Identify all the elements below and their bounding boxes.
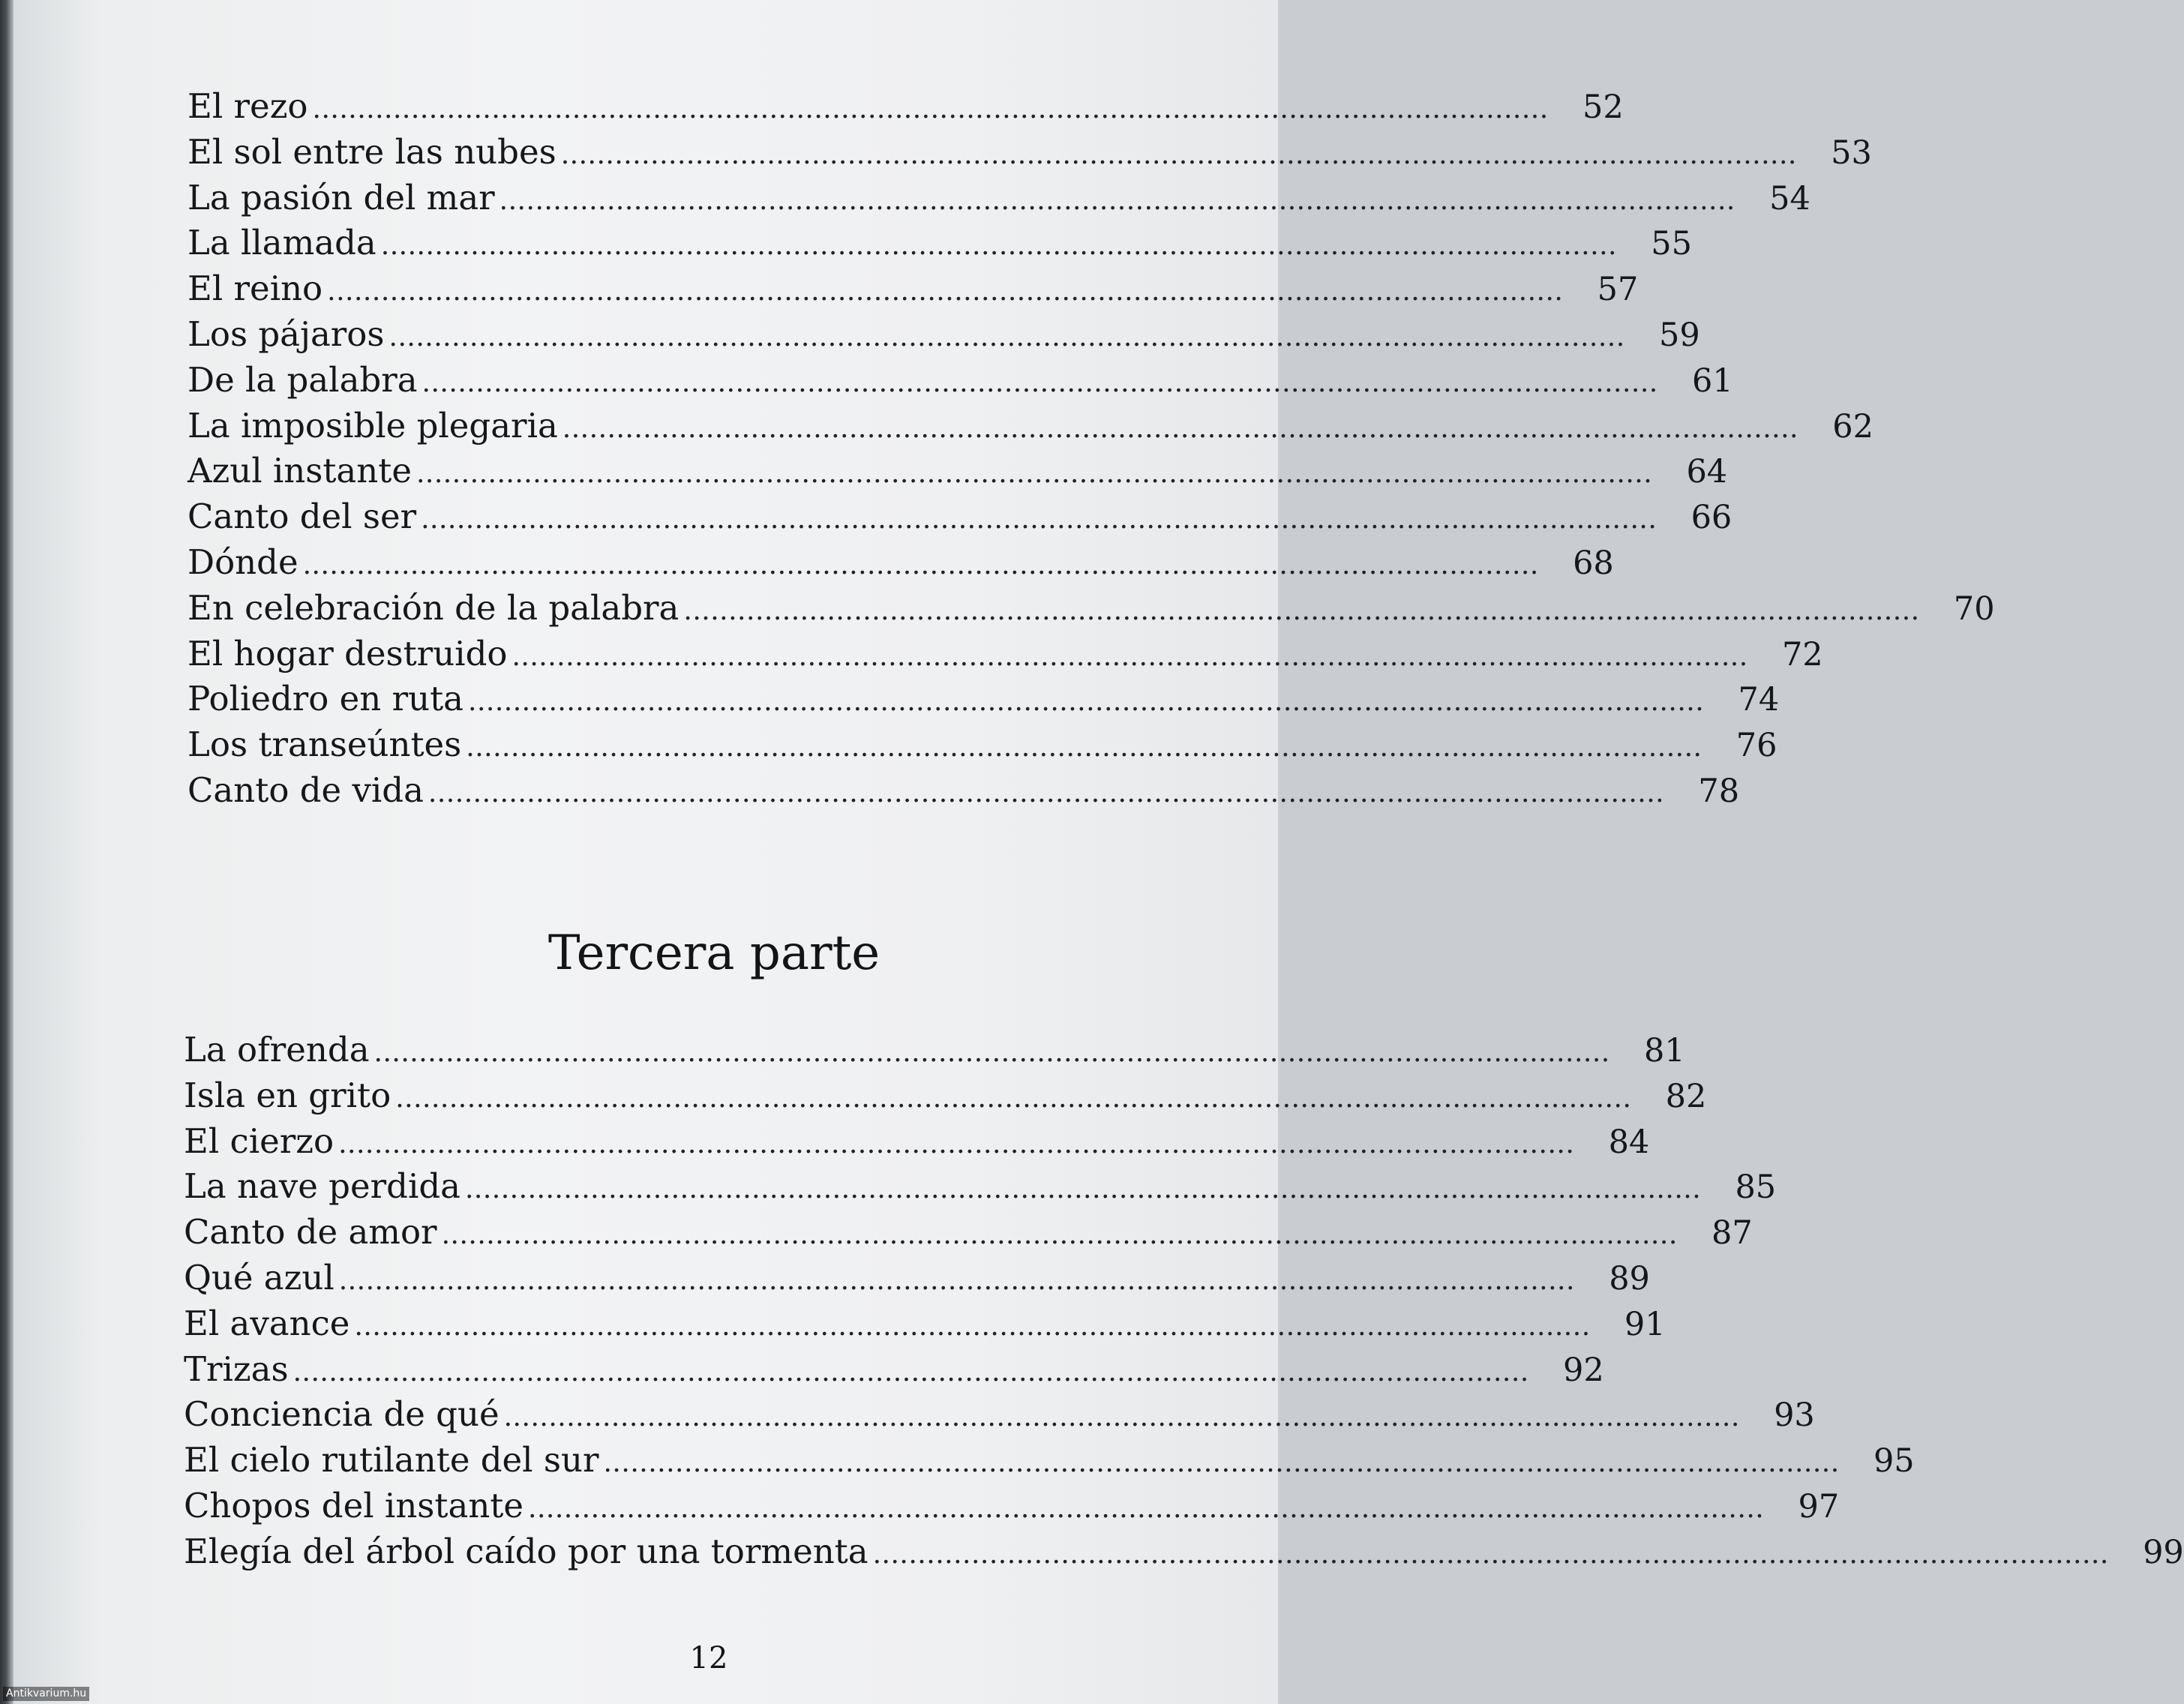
toc-title: Los transeúntes: [188, 724, 462, 765]
toc-title: El hogar destruido: [188, 633, 508, 674]
toc-page-number: 53: [1831, 134, 1872, 172]
toc-page-number: 81: [1644, 1032, 1685, 1070]
toc-page-number: 99: [2143, 1533, 2184, 1571]
toc-row: [188, 358, 1733, 404]
toc-page-number: 74: [1738, 681, 1780, 719]
toc-title: El cielo rutilante del sur: [184, 1440, 599, 1480]
toc-title: Elegía del árbol caído por una tormenta: [184, 1531, 868, 1571]
toc-title: La nave perdida: [184, 1166, 460, 1207]
toc-page-number: 62: [1832, 407, 1874, 446]
toc-title: Qué azul: [184, 1257, 334, 1298]
toc-title: El rezo: [188, 86, 308, 126]
toc-row: [188, 220, 1692, 266]
page-number: 12: [689, 1641, 728, 1676]
toc-page-number: 84: [1608, 1123, 1650, 1161]
toc-title: La llamada: [188, 223, 376, 263]
toc-leader-dots: ..........................................................................................................................................: [422, 367, 1658, 398]
toc-title: La pasión del mar: [188, 177, 495, 218]
toc-row: [188, 768, 1740, 814]
toc-page-number: 89: [1609, 1259, 1650, 1298]
toc-title: Canto de vida: [188, 770, 424, 810]
toc-title: Dónde: [188, 542, 298, 582]
toc-leader-dots: ..........................................................................................................................................: [512, 640, 1748, 672]
toc-page-number: 97: [1798, 1487, 1840, 1526]
toc-leader-dots: ..........................................................................................................................................: [872, 1538, 2109, 1570]
toc-row: [188, 312, 1700, 358]
toc-row: [188, 130, 1872, 176]
toc-row: [184, 1301, 1666, 1347]
toc-leader-dots: ..........................................................................................................................................: [395, 1082, 1632, 1114]
toc-leader-dots: ..........................................................................................................................................: [562, 412, 1798, 444]
toc-page-number: 91: [1624, 1305, 1666, 1343]
toc-title: Conciencia de qué: [184, 1394, 500, 1435]
toc-row: [188, 494, 1732, 540]
toc-page-number: 66: [1690, 499, 1732, 537]
toc-title: De la palabra: [188, 359, 418, 400]
toc-list-third-part: [184, 1028, 2184, 1575]
toc-list-upper: [188, 84, 1995, 814]
toc-page-number: 55: [1651, 225, 1692, 263]
toc-row: [188, 448, 1728, 494]
toc-row: [188, 586, 1995, 632]
toc-leader-dots: ..........................................................................................................................................: [327, 276, 1564, 308]
toc-page-number: 92: [1563, 1351, 1604, 1389]
toc-page-number: 78: [1698, 772, 1740, 810]
toc-leader-dots: ..........................................................................................................................................: [499, 184, 1736, 216]
toc-title: El reino: [188, 268, 323, 309]
toc-leader-dots: ..........................................................................................................................................: [380, 230, 1617, 262]
toc-leader-dots: ..........................................................................................................................................: [466, 732, 1702, 764]
toc-page-number: 70: [1953, 590, 1995, 628]
toc-row: [188, 266, 1639, 312]
toc-page-number: 85: [1735, 1168, 1777, 1207]
toc-title: Azul instante: [188, 451, 412, 491]
toc-row: [188, 540, 1614, 586]
toc-leader-dots: ..........................................................................................................................................: [338, 1128, 1575, 1160]
toc-row: [184, 1392, 1815, 1438]
toc-page-number: 93: [1774, 1396, 1815, 1435]
toc-row: [188, 722, 1778, 768]
toc-title: Isla en grito: [184, 1075, 392, 1115]
toc-leader-dots: ..........................................................................................................................................: [464, 1174, 1702, 1205]
toc-leader-dots: ..........................................................................................................................................: [292, 1356, 1529, 1388]
watermark: Antikvarium.hu: [3, 1687, 89, 1701]
toc-row: [188, 632, 1823, 677]
toc-row: [184, 1073, 1707, 1119]
toc-page-number: 76: [1736, 727, 1778, 765]
toc-page-number: 57: [1597, 271, 1639, 309]
toc-row: [184, 1256, 1650, 1301]
toc-row: [188, 84, 1624, 130]
toc-row: [184, 1529, 2184, 1575]
toc-leader-dots: ..........................................................................................................................................: [560, 139, 1797, 170]
toc-page-number: 59: [1658, 316, 1700, 354]
toc-row: [184, 1347, 1604, 1393]
toc-row: [184, 1484, 1840, 1529]
toc-row: [188, 176, 1810, 221]
toc-leader-dots: ..........................................................................................................................................: [338, 1264, 1575, 1296]
toc-title: Poliedro en ruta: [188, 679, 464, 719]
toc-leader-dots: ..........................................................................................................................................: [683, 595, 1920, 626]
toc-page-number: 61: [1692, 362, 1733, 400]
toc-leader-dots: ..........................................................................................................................................: [312, 94, 1549, 124]
toc-leader-dots: ..........................................................................................................................................: [421, 504, 1658, 536]
toc-page-number: 95: [1873, 1442, 1915, 1480]
toc-page-number: 87: [1712, 1214, 1753, 1252]
toc-leader-dots: ..........................................................................................................................................: [441, 1220, 1678, 1251]
toc-leader-dots: ..........................................................................................................................................: [388, 321, 1625, 352]
toc-page-number: 54: [1769, 179, 1810, 218]
toc-row: [184, 1119, 1650, 1165]
toc-title: Canto del ser: [188, 496, 417, 537]
toc-title: El cierzo: [184, 1120, 334, 1161]
toc-title: Canto de amor: [184, 1212, 437, 1252]
toc-row: [184, 1438, 1915, 1484]
toc-leader-dots: ..........................................................................................................................................: [528, 1492, 1765, 1524]
toc-page-number: 82: [1665, 1077, 1707, 1115]
toc-title: El avance: [184, 1303, 350, 1343]
toc-leader-dots: ..........................................................................................................................................: [503, 1402, 1740, 1433]
binding-edge: [0, 0, 14, 1704]
toc-title: Chopos del instante: [184, 1485, 524, 1526]
toc-title: En celebración de la palabra: [188, 587, 680, 628]
toc-leader-dots: ..........................................................................................................................................: [603, 1448, 1840, 1479]
toc-row: [184, 1164, 1777, 1210]
toc-row: [184, 1028, 1685, 1073]
toc-title: Los pájaros: [188, 314, 385, 354]
section-heading: Tercera parte: [548, 926, 880, 981]
toc-page-number: 64: [1686, 453, 1728, 491]
toc-leader-dots: ..........................................................................................................................................: [428, 777, 1665, 808]
toc-leader-dots: ..........................................................................................................................................: [354, 1310, 1591, 1342]
toc-page-number: 72: [1781, 635, 1823, 674]
toc-leader-dots: ..........................................................................................................................................: [374, 1037, 1610, 1068]
toc-leader-dots: ..........................................................................................................................................: [416, 458, 1653, 490]
toc-title: La imposible plegaria: [188, 405, 558, 446]
toc-page-number: 68: [1573, 544, 1614, 582]
toc-row: [184, 1210, 1753, 1256]
toc-leader-dots: ..........................................................................................................................................: [302, 549, 1539, 580]
toc-title: La ofrenda: [184, 1030, 370, 1070]
toc-row: [188, 404, 1874, 449]
toc-page-number: 52: [1582, 88, 1624, 126]
toc-leader-dots: ..........................................................................................................................................: [468, 686, 1705, 718]
toc-title: Trizas: [184, 1348, 289, 1389]
toc-title: El sol entre las nubes: [188, 131, 556, 172]
toc-row: [188, 676, 1780, 722]
